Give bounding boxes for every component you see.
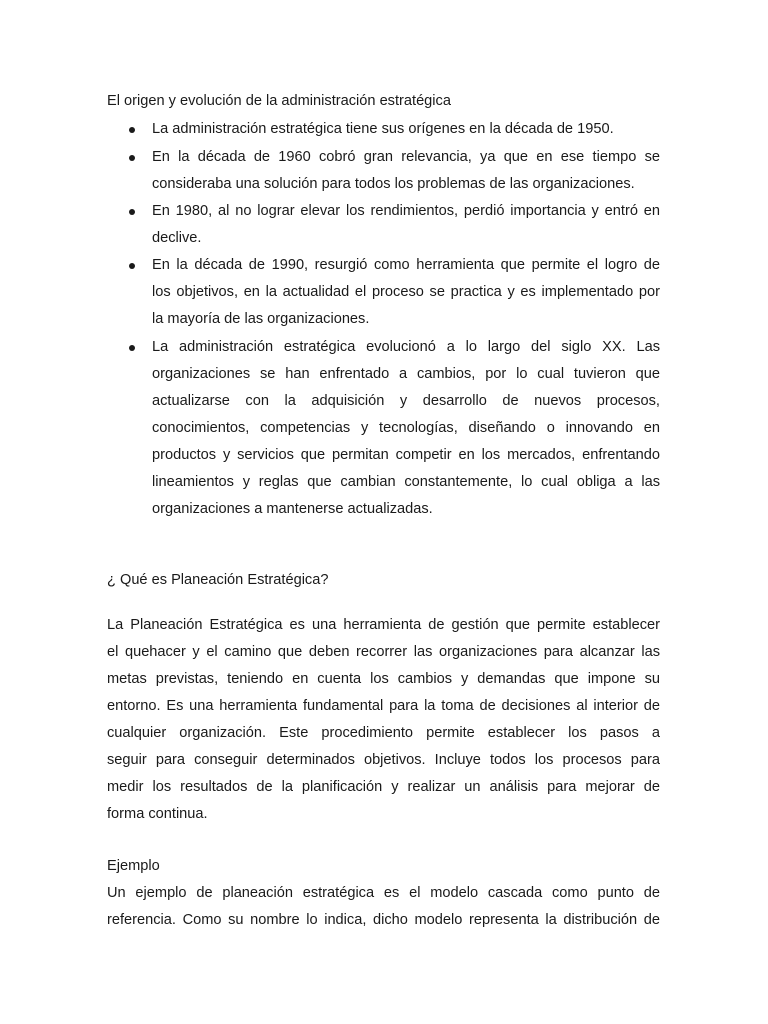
bullet-5-line-2: organizaciones se han enfrentado a cambios, por lo cual tuvieron que: [152, 366, 660, 382]
bullet-dot: [129, 263, 135, 269]
bullet-5-line-5: productos y servicios que permitan competir en los mercados, enfrentando: [152, 447, 660, 463]
bullet-5-line-1: La administración estratégica evolucionó a lo largo del siglo XX. Las: [152, 339, 660, 355]
bullet-4-line-2: los objetivos, en la actualidad el proceso se practica y es implementado por: [152, 284, 660, 300]
paragraph-line: el quehacer y el camino que deben recorrer las organizaciones para alcanzar las: [107, 644, 660, 660]
bullet-dot: [129, 209, 135, 215]
paragraph-line: seguir para conseguir determinados objetivos. Incluye todos los procesos para: [107, 752, 660, 768]
bullet-5-line-4: conocimientos, competencias y tecnologías, diseñando o innovando en: [152, 420, 660, 436]
bullet-4-line-3: la mayoría de las organizaciones.: [152, 311, 370, 327]
bullet-1-line-1: La administración estratégica tiene sus orígenes en la década de 1950.: [152, 121, 614, 137]
bullet-3-line-2: declive.: [152, 230, 202, 246]
paragraph-line: La Planeación Estratégica es una herramienta de gestión que permite establecer: [107, 617, 660, 633]
bullet-5-line-3: actualizarse con la adquisición y desarrollo de nuevos procesos,: [152, 393, 660, 409]
bullet-5-line-7: organizaciones a mantenerse actualizadas.: [152, 501, 433, 517]
paragraph-line: entorno. Es una herramienta fundamental para la toma de decisiones al interior de: [107, 698, 660, 714]
bullet-5-line-6: lineamientos y reglas que cambian constantemente, lo cual obliga a las: [152, 474, 660, 490]
paragraph-line: cualquier organización. Este procedimiento permite establecer los pasos a: [107, 725, 660, 741]
bullet-dot: [129, 127, 135, 133]
paragraph-line: metas previstas, teniendo en cuenta los cambios y demandas que impone su: [107, 671, 660, 687]
paragraph-line: Un ejemplo de planeación estratégica es el modelo cascada como punto de: [107, 885, 660, 901]
bullet-dot: [129, 345, 135, 351]
paragraph-line: referencia. Como su nombre lo indica, dicho modelo representa la distribución de: [107, 912, 660, 928]
bullet-2-line-1: En la década de 1960 cobró gran relevancia, ya que en ese tiempo se: [152, 149, 660, 165]
bullet-3-line-1: En 1980, al no lograr elevar los rendimientos, perdió importancia y entró en: [152, 203, 660, 219]
paragraph-line: forma continua.: [107, 806, 208, 822]
bullet-4-line-1: En la década de 1990, resurgió como herramienta que permite el logro de: [152, 257, 660, 273]
bullet-dot: [129, 155, 135, 161]
paragraph-line: medir los resultados de la planificación y realizar un análisis para mejorar de: [107, 779, 660, 795]
section-title-ejemplo: Ejemplo: [107, 858, 160, 874]
section-title-planeacion: ¿ Qué es Planeación Estratégica?: [107, 572, 329, 588]
bullet-2-line-2: consideraba una solución para todos los problemas de las organizaciones.: [152, 176, 635, 192]
section-title-origen: El origen y evolución de la administración estratégica: [107, 93, 451, 109]
